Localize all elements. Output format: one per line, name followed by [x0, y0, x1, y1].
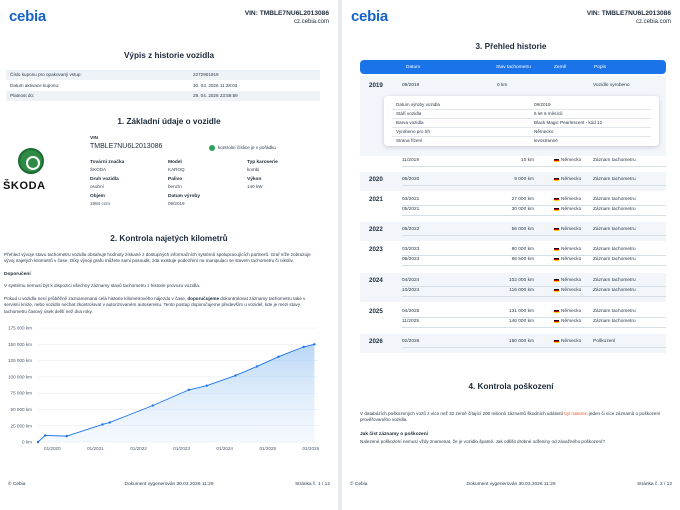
x-tick-label: 01/2023 [173, 446, 190, 451]
footer-generated: Dokument vygenerován 30.03.2026 11:29 [124, 482, 214, 487]
x-tick-label: 01/2020 [44, 446, 61, 451]
row-date: 03/2021 [402, 197, 420, 202]
detail-value: levostranné [534, 138, 558, 143]
recommendation-detail [4, 296, 322, 315]
row-divider [402, 296, 666, 297]
header-site-link[interactable]: cz.cebia.com [293, 19, 329, 25]
data-point [302, 346, 304, 348]
data-point [66, 435, 68, 437]
mileage-chart [0, 322, 338, 462]
vehicle-detail-card [384, 96, 659, 146]
header-vin-text: VIN: TMBLE7NU6L2013086 [244, 10, 329, 17]
row-country: Německo [561, 177, 582, 182]
damage-text [360, 411, 666, 424]
row-odometer: 146 000 km [508, 319, 534, 324]
germany-flag-icon [554, 320, 559, 324]
header-vin-text: VIN: TMBLE7NU6L2013086 [586, 10, 671, 17]
footer-copyright: © Cebia [350, 482, 368, 487]
row-odometer: 27 000 km [511, 197, 534, 202]
germany-flag-icon [554, 228, 559, 232]
row-divider [402, 205, 666, 206]
info-key: Datum aktivace kuponu: [10, 82, 60, 88]
data-point [256, 365, 258, 367]
row-divider [402, 265, 666, 266]
germany-flag-icon [554, 159, 559, 163]
data-point [37, 441, 39, 443]
x-tick-label: 01/2024 [216, 446, 233, 451]
row-date: 04/2024 [402, 278, 420, 283]
recommendation-text: V systému nemusí být k dispozici všechny záznamy stavů tachometru z historie provozu vozidla. [4, 283, 201, 288]
row-odometer: 56 000 km [511, 227, 534, 232]
row-country: Německo [561, 278, 582, 283]
germany-flag-icon [554, 340, 559, 344]
year-label: 2025 [369, 308, 383, 315]
row-country: Německo [561, 288, 582, 293]
col-date: Datum [406, 64, 421, 70]
detail-value: Black Magic Pearlescent - kód 12 [534, 120, 603, 125]
spec-key: Objem [90, 194, 105, 199]
skoda-logo-text: ŠKODA [3, 180, 46, 192]
header-vin [587, 10, 671, 26]
damage-found-link[interactable]: byl nalezen [564, 411, 588, 416]
x-tick-label: 01/2025 [259, 446, 277, 451]
row-description: Záznam tachometru [593, 197, 636, 202]
row-date: 08/2023 [402, 257, 420, 262]
row-odometer: 80 000 km [511, 247, 534, 252]
spec-value: 09/2019 [168, 201, 185, 206]
check-ok-icon [209, 145, 215, 151]
data-point [101, 423, 103, 425]
footer-page-number: Stránka č. 2 / 12 [637, 482, 672, 487]
damage-read-text: Nalezené poškození nemusí vždy znamenat, že je vozidlo špatné. Jak odlišit drobné odřeniny od závažného poškození? [360, 439, 605, 444]
row-country: Německo [561, 207, 582, 212]
row-divider [402, 286, 666, 287]
section-basic-info-title: 1. Základní údaje o vozidle [117, 117, 221, 126]
page-title: Výpis z historie vozidla [123, 51, 215, 60]
data-point [277, 355, 279, 357]
x-tick-label: 01/2026 [302, 446, 320, 451]
row-date: 04/2025 [402, 309, 420, 314]
y-tick-label: 50 000 km [10, 407, 32, 413]
detail-text-a: Pokud u vozidla není průběžně zaznamenaná celá historie kilometrového nájezdu v čase, [4, 296, 188, 301]
row-description: Záznam tachometru [593, 309, 636, 314]
row-divider [402, 185, 666, 186]
germany-flag-icon [554, 248, 559, 252]
row-date: 03/2023 [402, 247, 420, 252]
cebia-logo[interactable]: cebia [9, 8, 46, 25]
x-tick-label: 01/2022 [130, 446, 147, 451]
row-description: Záznam tachometru [593, 158, 636, 163]
detail-value: Německo [534, 129, 554, 134]
row-country: Německo [561, 257, 582, 262]
recommendation-heading: Doporučení [4, 272, 31, 277]
row-country: Německo [561, 227, 582, 232]
info-key: Platnost do: [10, 93, 35, 99]
detail-key: Stáří vozidla [396, 111, 422, 116]
detail-divider [392, 136, 651, 137]
col-description: Popis [594, 64, 606, 70]
germany-flag-icon [554, 198, 559, 202]
header-vin [245, 10, 329, 26]
y-tick-label: 25 000 km [10, 423, 32, 429]
row-odometer: 150 000 km [508, 339, 534, 344]
row-odometer: 131 000 km [508, 309, 534, 314]
section-mileage-title: 2. Kontrola najetých kilometrů [110, 234, 228, 243]
row-date: 10/2024 [402, 288, 420, 293]
row-description: Záznam tachometru [593, 319, 636, 324]
info-row-coupon [6, 70, 320, 80]
spec-value: benzín [168, 184, 182, 189]
year-label: 2019 [369, 82, 383, 89]
row-description: Záznam tachometru [593, 288, 636, 293]
data-point [234, 374, 236, 376]
row-divider [402, 327, 666, 328]
germany-flag-icon [554, 310, 559, 314]
row-divider [402, 166, 666, 167]
spec-key: Datum výroby [168, 194, 200, 199]
row-odometer: 86 500 km [511, 257, 534, 262]
y-tick-label: 175 000 km [7, 325, 32, 331]
row-date: 05/2022 [402, 227, 420, 232]
damage-read-heading: Jak číst záznamy o poškození [360, 432, 428, 437]
detail-key: Datum výroby vozidla [396, 102, 440, 107]
row-description: Záznam tachometru [593, 278, 636, 283]
row-odometer: 10 km [520, 158, 534, 163]
row-country: Německo [561, 158, 582, 163]
row-description: Záznam tachometru [593, 177, 636, 182]
report-page-2 [342, 0, 680, 510]
col-country: Země [554, 64, 567, 70]
info-row-validity [6, 91, 320, 101]
detail-key: Vyrobeno pro trh [396, 129, 431, 134]
row-date: 05/2021 [402, 207, 420, 212]
detail-text-c: dokontrolovat záznamy tachometru také v servisní knize, nebo vozidlo nechat zkontrolovat v autorizovaném autoservisu. Tento postup doporučujeme především u vozidel, kde je mezi stavy tachometru časový úsek delší než dva roky. [4, 296, 306, 314]
germany-flag-icon [554, 279, 559, 283]
section-history-title: 3. Přehled historie [475, 42, 547, 51]
germany-flag-icon [554, 258, 559, 262]
footer-generated: Dokument vygenerován 30.03.2026 11:29 [466, 482, 556, 487]
y-tick-label: 150 000 km [7, 341, 32, 347]
data-point [109, 421, 111, 423]
vin-label: VIN [90, 136, 98, 141]
row-country: Německo [561, 309, 582, 314]
history-table-header [360, 60, 666, 74]
data-point [313, 343, 315, 345]
row-country: Německo [561, 319, 582, 324]
y-tick-label: 75 000 km [10, 390, 32, 396]
spec-value: osobní [90, 184, 104, 189]
detail-divider [392, 118, 651, 119]
detail-value: 6 let 6 měsíců [534, 111, 563, 116]
row-odometer: 102 000 km [508, 278, 534, 283]
data-point [44, 434, 46, 436]
year-label: 2024 [369, 277, 383, 284]
data-point [206, 384, 208, 386]
year-label: 2023 [369, 246, 383, 253]
spec-key: Druh vozidla [90, 177, 119, 182]
y-tick-label: 0 km [22, 439, 32, 445]
row-divider [402, 255, 666, 256]
section-damage-title: 4. Kontrola poškození [468, 382, 554, 391]
spec-value: kombi [247, 167, 260, 172]
year-label: 2022 [369, 226, 383, 233]
detail-text-bold: doporučujeme [187, 296, 220, 301]
damage-text-b: jeden či více záznamů o poškození prověřovaného vozidla. [360, 411, 661, 423]
row-country: Německo [561, 339, 582, 344]
spec-value: KAROQ [168, 167, 185, 172]
spec-key: Model [168, 160, 182, 165]
year-label: 2020 [369, 176, 383, 183]
report-page-1 [0, 0, 338, 510]
row-odometer: 116 000 km [509, 288, 534, 293]
row-description: Záznam tachometru [593, 227, 636, 232]
row-description: Záznam tachometru [593, 207, 636, 212]
spec-value: 140 kW [247, 184, 263, 189]
spec-key: Typ karoserie [247, 160, 278, 165]
skoda-logo-icon [18, 148, 44, 174]
germany-flag-icon [554, 178, 559, 182]
footer-copyright: © Cebia [8, 482, 26, 487]
data-point [152, 404, 154, 406]
row-country: Německo [561, 197, 582, 202]
row-divider [402, 215, 666, 216]
germany-flag-icon [554, 289, 559, 293]
detail-divider [392, 127, 651, 128]
row-date: 02/2026 [402, 339, 420, 344]
y-tick-label: 125 000 km [7, 358, 32, 364]
row-divider [402, 347, 666, 348]
row-odometer: 0 km [497, 83, 508, 88]
footer-page-number: Stránka č. 1 / 12 [295, 482, 330, 487]
row-date: 11/2019 [402, 158, 419, 163]
spec-key: Výkon [247, 177, 262, 182]
row-divider [402, 235, 666, 236]
spec-key: Tovární značka [90, 160, 125, 165]
row-description: Vozidlo vyrobeno [593, 83, 630, 88]
spec-key: Palivo [168, 177, 183, 182]
detail-key: Strana řízení [396, 138, 423, 143]
row-country: Německo [561, 247, 582, 252]
info-value: 2272901919 [193, 72, 219, 78]
row-description: Poškození [593, 339, 616, 344]
col-odometer: Stav tachometru [496, 64, 531, 70]
detail-key: Barva vozidla [396, 120, 424, 125]
row-description: Záznam tachometru [593, 247, 636, 252]
damage-text-a: V databázích poškozených vozů z více než 32 země čítající 200 milionů záznamů škodních událostí [360, 411, 565, 416]
row-odometer: 9 000 km [514, 177, 534, 182]
row-date: 11/2025 [402, 319, 419, 324]
mileage-intro: Přehled vývoje stavu tachometru vozidla obsahuje hodnoty získané z dostupných informačních systémů spolupracujících partnerů. Graf níže zobrazuje vývoj najetých kilometrů v čase. Díky vývoji grafu můžete sami posoudit, zda existuje podezření na manipulaci se stavem tachometru či nikoliv. [4, 252, 311, 264]
vin-value: TMBLE7NU6L2013086 [90, 143, 163, 150]
detail-divider [392, 109, 651, 110]
row-description: Záznam tachometru [593, 257, 636, 262]
data-point [188, 389, 190, 391]
row-odometer: 30 000 km [511, 207, 534, 212]
y-tick-label: 100 000 km [7, 374, 32, 380]
info-value: 29. 04. 2026 23:59:59 [193, 93, 238, 99]
detail-value: 09/2019 [534, 102, 551, 107]
x-tick-label: 01/2021 [87, 446, 104, 451]
germany-flag-icon [554, 208, 559, 212]
year-label: 2021 [369, 196, 383, 203]
year-label: 2026 [369, 338, 383, 345]
spec-value: ŠKODA [90, 167, 107, 172]
info-value: 30. 03. 2026 11:28:03 [193, 82, 238, 88]
row-divider [402, 317, 666, 318]
info-row-activation [6, 81, 320, 91]
cebia-logo[interactable]: cebia [351, 8, 388, 25]
row-date: 09/2019 [402, 83, 420, 88]
row-date: 05/2020 [402, 177, 420, 182]
header-site-link[interactable]: cz.cebia.com [635, 19, 671, 25]
info-key: Číslo kuponu pro opakovaný vstup: [10, 72, 82, 78]
spec-value: 1984 ccm [90, 201, 110, 206]
vin-check-status: kontrolní číslice je v pořádku [218, 145, 276, 150]
